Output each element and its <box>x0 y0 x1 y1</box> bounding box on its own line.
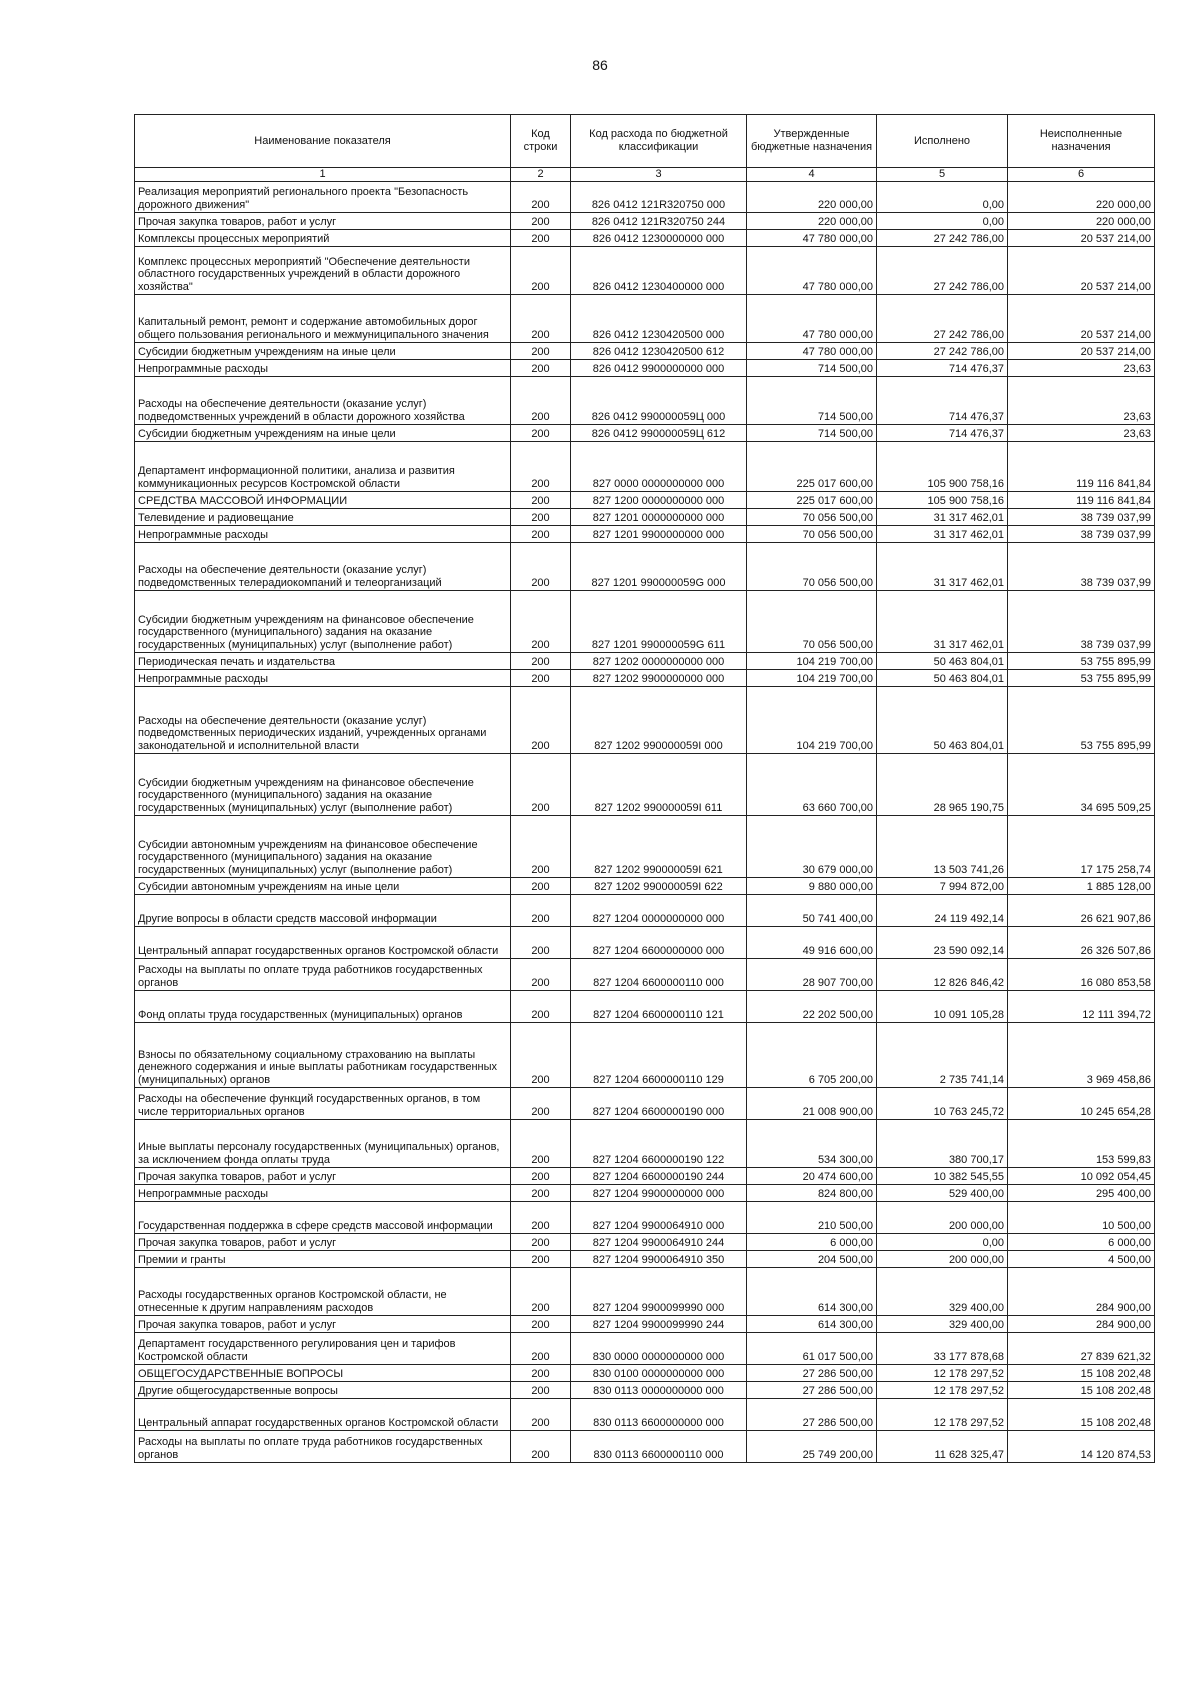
row-classification-code: 827 1204 6600000110 129 <box>571 1023 747 1088</box>
row-name: Прочая закупка товаров, работ и услуг <box>135 1168 511 1185</box>
row-approved-amount: 614 300,00 <box>747 1268 877 1316</box>
row-name: Другие общегосударственные вопросы <box>135 1382 511 1399</box>
row-approved-amount: 210 500,00 <box>747 1202 877 1234</box>
row-line-code: 200 <box>511 492 571 509</box>
row-name: Субсидии бюджетным учреждениям на финансовое обеспечение государственного (муниципального) задания на оказание государственных (муниципальных) услуг (выполнение работ) <box>135 754 511 816</box>
row-unexecuted-amount: 20 537 214,00 <box>1008 247 1155 295</box>
row-approved-amount: 21 008 900,00 <box>747 1088 877 1120</box>
row-name: Взносы по обязательному социальному страхованию на выплаты денежного содержания и иные выплаты работникам государственных (муниципальных) органов <box>135 1023 511 1088</box>
row-unexecuted-amount: 14 120 874,53 <box>1008 1431 1155 1463</box>
table-row <box>135 213 1155 230</box>
row-executed-amount: 380 700,17 <box>877 1120 1008 1168</box>
row-approved-amount: 61 017 500,00 <box>747 1333 877 1365</box>
row-executed-amount: 31 317 462,01 <box>877 509 1008 526</box>
table-row <box>135 1185 1155 1202</box>
row-unexecuted-amount: 16 080 853,58 <box>1008 959 1155 991</box>
row-name: Центральный аппарат государственных органов Костромской области <box>135 927 511 959</box>
row-classification-code: 827 1202 990000059I 611 <box>571 754 747 816</box>
row-unexecuted-amount: 12 111 394,72 <box>1008 991 1155 1023</box>
row-line-code: 200 <box>511 1365 571 1382</box>
header-executed: Исполнено <box>877 115 1008 168</box>
row-unexecuted-amount: 23,63 <box>1008 360 1155 377</box>
row-approved-amount: 27 286 500,00 <box>747 1382 877 1399</box>
header-name: Наименование показателя <box>135 115 511 168</box>
row-unexecuted-amount: 119 116 841,84 <box>1008 442 1155 492</box>
row-classification-code: 827 1201 990000059G 611 <box>571 591 747 653</box>
row-name: Непрограммные расходы <box>135 360 511 377</box>
row-name: Другие вопросы в области средств массовой информации <box>135 895 511 927</box>
row-unexecuted-amount: 23,63 <box>1008 425 1155 442</box>
row-name: Прочая закупка товаров, работ и услуг <box>135 213 511 230</box>
row-approved-amount: 49 916 600,00 <box>747 927 877 959</box>
row-executed-amount: 12 826 846,42 <box>877 959 1008 991</box>
row-line-code: 200 <box>511 1431 571 1463</box>
row-classification-code: 830 0113 6600000000 000 <box>571 1399 747 1431</box>
row-classification-code: 827 0000 0000000000 000 <box>571 442 747 492</box>
row-line-code: 200 <box>511 1023 571 1088</box>
row-classification-code: 827 1204 9900064910 244 <box>571 1234 747 1251</box>
row-unexecuted-amount: 284 900,00 <box>1008 1316 1155 1333</box>
row-classification-code: 827 1200 0000000000 000 <box>571 492 747 509</box>
row-line-code: 200 <box>511 1268 571 1316</box>
row-classification-code: 827 1202 990000059I 622 <box>571 878 747 895</box>
row-executed-amount: 10 763 245,72 <box>877 1088 1008 1120</box>
header-approved: Утвержденные бюджетные назначения <box>747 115 877 168</box>
row-executed-amount: 10 382 545,55 <box>877 1168 1008 1185</box>
row-line-code: 200 <box>511 360 571 377</box>
row-classification-code: 830 0113 0000000000 000 <box>571 1382 747 1399</box>
row-classification-code: 827 1204 6600000190 000 <box>571 1088 747 1120</box>
table-row <box>135 1251 1155 1268</box>
table-row <box>135 295 1155 343</box>
row-name: Фонд оплаты труда государственных (муниципальных) органов <box>135 991 511 1023</box>
row-classification-code: 827 1204 6600000000 000 <box>571 927 747 959</box>
row-classification-code: 830 0100 0000000000 000 <box>571 1365 747 1382</box>
row-unexecuted-amount: 284 900,00 <box>1008 1268 1155 1316</box>
table-row <box>135 1333 1155 1365</box>
row-classification-code: 826 0412 1230400000 000 <box>571 247 747 295</box>
row-unexecuted-amount: 38 739 037,99 <box>1008 591 1155 653</box>
row-name: Субсидии автономным учреждениям на иные цели <box>135 878 511 895</box>
column-number-row <box>135 168 1155 182</box>
row-unexecuted-amount: 17 175 258,74 <box>1008 816 1155 878</box>
row-unexecuted-amount: 34 695 509,25 <box>1008 754 1155 816</box>
row-executed-amount: 329 400,00 <box>877 1268 1008 1316</box>
row-classification-code: 826 0412 1230420500 612 <box>571 343 747 360</box>
row-executed-amount: 27 242 786,00 <box>877 295 1008 343</box>
table-row <box>135 247 1155 295</box>
row-executed-amount: 11 628 325,47 <box>877 1431 1008 1463</box>
row-unexecuted-amount: 4 500,00 <box>1008 1251 1155 1268</box>
row-approved-amount: 714 500,00 <box>747 425 877 442</box>
row-approved-amount: 47 780 000,00 <box>747 247 877 295</box>
row-line-code: 200 <box>511 1088 571 1120</box>
row-unexecuted-amount: 20 537 214,00 <box>1008 343 1155 360</box>
row-executed-amount: 329 400,00 <box>877 1316 1008 1333</box>
row-executed-amount: 714 476,37 <box>877 425 1008 442</box>
row-name: Расходы на обеспечение деятельности (оказание услуг) подведомственных учреждений в области дорожного хозяйства <box>135 377 511 425</box>
row-classification-code: 826 0412 990000059Ц 000 <box>571 377 747 425</box>
row-line-code: 200 <box>511 653 571 670</box>
row-unexecuted-amount: 53 755 895,99 <box>1008 653 1155 670</box>
row-name: СРЕДСТВА МАССОВОЙ ИНФОРМАЦИИ <box>135 492 511 509</box>
row-approved-amount: 6 000,00 <box>747 1234 877 1251</box>
row-approved-amount: 104 219 700,00 <box>747 687 877 754</box>
row-name: Капитальный ремонт, ремонт и содержание автомобильных дорог общего пользования регионального и межмуниципального значения <box>135 295 511 343</box>
row-name: Премии и гранты <box>135 1251 511 1268</box>
row-approved-amount: 25 749 200,00 <box>747 1431 877 1463</box>
row-name: Расходы на обеспечение деятельности (оказание услуг) подведомственных периодических изданий, учрежденных органами законодательной и исполнительной власти <box>135 687 511 754</box>
row-executed-amount: 50 463 804,01 <box>877 653 1008 670</box>
row-classification-code: 827 1202 990000059I 000 <box>571 687 747 754</box>
row-approved-amount: 28 907 700,00 <box>747 959 877 991</box>
row-name: Расходы на обеспечение деятельности (оказание услуг) подведомственных телерадиокомпаний и телеорганизаций <box>135 543 511 591</box>
table-row <box>135 991 1155 1023</box>
row-unexecuted-amount: 15 108 202,48 <box>1008 1382 1155 1399</box>
row-name: Непрограммные расходы <box>135 1185 511 1202</box>
row-classification-code: 827 1202 0000000000 000 <box>571 653 747 670</box>
row-executed-amount: 31 317 462,01 <box>877 543 1008 591</box>
row-approved-amount: 27 286 500,00 <box>747 1399 877 1431</box>
row-executed-amount: 31 317 462,01 <box>877 591 1008 653</box>
row-executed-amount: 2 735 741,14 <box>877 1023 1008 1088</box>
row-unexecuted-amount: 10 245 654,28 <box>1008 1088 1155 1120</box>
row-classification-code: 826 0412 1230420500 000 <box>571 295 747 343</box>
row-executed-amount: 200 000,00 <box>877 1202 1008 1234</box>
table-row <box>135 878 1155 895</box>
row-line-code: 200 <box>511 878 571 895</box>
row-classification-code: 827 1204 6600000110 121 <box>571 991 747 1023</box>
row-classification-code: 827 1204 9900099990 000 <box>571 1268 747 1316</box>
table-row <box>135 343 1155 360</box>
row-approved-amount: 47 780 000,00 <box>747 343 877 360</box>
row-name: Телевидение и радиовещание <box>135 509 511 526</box>
row-approved-amount: 104 219 700,00 <box>747 653 877 670</box>
row-unexecuted-amount: 15 108 202,48 <box>1008 1399 1155 1431</box>
header-classification: Код расхода по бюджетной классификации <box>571 115 747 168</box>
row-approved-amount: 70 056 500,00 <box>747 591 877 653</box>
table-row <box>135 670 1155 687</box>
table-row <box>135 1431 1155 1463</box>
column-number: 1 <box>135 168 511 182</box>
row-name: Периодическая печать и издательства <box>135 653 511 670</box>
row-name: Центральный аппарат государственных органов Костромской области <box>135 1399 511 1431</box>
row-approved-amount: 204 500,00 <box>747 1251 877 1268</box>
row-executed-amount: 27 242 786,00 <box>877 343 1008 360</box>
row-approved-amount: 6 705 200,00 <box>747 1023 877 1088</box>
row-executed-amount: 529 400,00 <box>877 1185 1008 1202</box>
row-approved-amount: 714 500,00 <box>747 377 877 425</box>
row-name: Расходы на обеспечение функций государственных органов, в том числе территориальных органов <box>135 1088 511 1120</box>
row-approved-amount: 70 056 500,00 <box>747 526 877 543</box>
row-executed-amount: 0,00 <box>877 1234 1008 1251</box>
row-line-code: 200 <box>511 687 571 754</box>
table-row <box>135 959 1155 991</box>
table-row <box>135 1120 1155 1168</box>
row-line-code: 200 <box>511 442 571 492</box>
table-row <box>135 816 1155 878</box>
row-classification-code: 827 1204 9900064910 350 <box>571 1251 747 1268</box>
row-classification-code: 827 1204 6600000190 122 <box>571 1120 747 1168</box>
row-executed-amount: 12 178 297,52 <box>877 1365 1008 1382</box>
column-number: 3 <box>571 168 747 182</box>
table-row <box>135 1234 1155 1251</box>
row-executed-amount: 7 994 872,00 <box>877 878 1008 895</box>
row-classification-code: 826 0412 1230000000 000 <box>571 230 747 247</box>
row-executed-amount: 33 177 878,68 <box>877 1333 1008 1365</box>
column-number: 4 <box>747 168 877 182</box>
row-line-code: 200 <box>511 213 571 230</box>
row-classification-code: 826 0412 9900000000 000 <box>571 360 747 377</box>
row-classification-code: 827 1204 6600000110 000 <box>571 959 747 991</box>
row-unexecuted-amount: 15 108 202,48 <box>1008 1365 1155 1382</box>
row-unexecuted-amount: 1 885 128,00 <box>1008 878 1155 895</box>
row-line-code: 200 <box>511 295 571 343</box>
row-approved-amount: 47 780 000,00 <box>747 295 877 343</box>
row-line-code: 200 <box>511 927 571 959</box>
row-classification-code: 827 1202 990000059I 621 <box>571 816 747 878</box>
row-line-code: 200 <box>511 754 571 816</box>
column-number: 2 <box>511 168 571 182</box>
row-executed-amount: 13 503 741,26 <box>877 816 1008 878</box>
row-approved-amount: 63 660 700,00 <box>747 754 877 816</box>
row-name: Расходы на выплаты по оплате труда работников государственных органов <box>135 1431 511 1463</box>
row-unexecuted-amount: 10 092 054,45 <box>1008 1168 1155 1185</box>
row-line-code: 200 <box>511 526 571 543</box>
row-line-code: 200 <box>511 1382 571 1399</box>
row-unexecuted-amount: 295 400,00 <box>1008 1185 1155 1202</box>
row-line-code: 200 <box>511 1234 571 1251</box>
row-approved-amount: 714 500,00 <box>747 360 877 377</box>
row-approved-amount: 824 800,00 <box>747 1185 877 1202</box>
row-line-code: 200 <box>511 1251 571 1268</box>
row-name: Субсидии бюджетным учреждениям на финансовое обеспечение государственного (муниципального) задания на оказание государственных (муниципальных) услуг (выполнение работ) <box>135 591 511 653</box>
row-name: Непрограммные расходы <box>135 670 511 687</box>
row-classification-code: 827 1202 9900000000 000 <box>571 670 747 687</box>
row-line-code: 200 <box>511 182 571 213</box>
row-approved-amount: 9 880 000,00 <box>747 878 877 895</box>
row-executed-amount: 0,00 <box>877 213 1008 230</box>
row-name: Комплексы процессных мероприятий <box>135 230 511 247</box>
row-approved-amount: 220 000,00 <box>747 182 877 213</box>
row-classification-code: 830 0000 0000000000 000 <box>571 1333 747 1365</box>
table-row <box>135 1268 1155 1316</box>
row-executed-amount: 23 590 092,14 <box>877 927 1008 959</box>
table-row <box>135 230 1155 247</box>
row-approved-amount: 70 056 500,00 <box>747 509 877 526</box>
row-line-code: 200 <box>511 230 571 247</box>
row-classification-code: 830 0113 6600000110 000 <box>571 1431 747 1463</box>
row-approved-amount: 104 219 700,00 <box>747 670 877 687</box>
row-executed-amount: 200 000,00 <box>877 1251 1008 1268</box>
table-row <box>135 1399 1155 1431</box>
table-header-row <box>135 115 1155 168</box>
table-row <box>135 591 1155 653</box>
table-row <box>135 360 1155 377</box>
row-classification-code: 827 1201 990000059G 000 <box>571 543 747 591</box>
row-name: Комплекс процессных мероприятий "Обеспечение деятельности областного государственных учреждений в области дорожного хозяйства" <box>135 247 511 295</box>
table-row <box>135 687 1155 754</box>
row-unexecuted-amount: 220 000,00 <box>1008 182 1155 213</box>
row-name: Субсидии автономным учреждениям на финансовое обеспечение государственного (муниципального) задания на оказание государственных (муниципальных) услуг (выполнение работ) <box>135 816 511 878</box>
row-executed-amount: 12 178 297,52 <box>877 1382 1008 1399</box>
table-row <box>135 442 1155 492</box>
table-body <box>135 182 1155 1463</box>
row-unexecuted-amount: 53 755 895,99 <box>1008 687 1155 754</box>
row-approved-amount: 30 679 000,00 <box>747 816 877 878</box>
column-number: 6 <box>1008 168 1155 182</box>
table-row <box>135 492 1155 509</box>
row-executed-amount: 27 242 786,00 <box>877 230 1008 247</box>
row-approved-amount: 22 202 500,00 <box>747 991 877 1023</box>
row-name: Департамент информационной политики, анализа и развития коммуникационных ресурсов Костромской области <box>135 442 511 492</box>
row-executed-amount: 105 900 758,16 <box>877 492 1008 509</box>
row-unexecuted-amount: 6 000,00 <box>1008 1234 1155 1251</box>
row-approved-amount: 534 300,00 <box>747 1120 877 1168</box>
row-classification-code: 826 0412 990000059Ц 612 <box>571 425 747 442</box>
row-line-code: 200 <box>511 343 571 360</box>
row-executed-amount: 28 965 190,75 <box>877 754 1008 816</box>
row-unexecuted-amount: 10 500,00 <box>1008 1202 1155 1234</box>
row-name: Расходы на выплаты по оплате труда работников государственных органов <box>135 959 511 991</box>
row-line-code: 200 <box>511 816 571 878</box>
row-line-code: 200 <box>511 670 571 687</box>
row-executed-amount: 27 242 786,00 <box>877 247 1008 295</box>
row-unexecuted-amount: 38 739 037,99 <box>1008 509 1155 526</box>
table-row <box>135 1316 1155 1333</box>
row-line-code: 200 <box>511 959 571 991</box>
row-line-code: 200 <box>511 509 571 526</box>
row-line-code: 200 <box>511 991 571 1023</box>
page-number: 86 <box>592 57 608 73</box>
table-row <box>135 526 1155 543</box>
row-classification-code: 827 1204 0000000000 000 <box>571 895 747 927</box>
row-name: Непрограммные расходы <box>135 526 511 543</box>
row-name: Иные выплаты персоналу государственных (муниципальных) органов, за исключением фонда оплаты труда <box>135 1120 511 1168</box>
row-executed-amount: 105 900 758,16 <box>877 442 1008 492</box>
row-unexecuted-amount: 26 326 507,86 <box>1008 927 1155 959</box>
row-line-code: 200 <box>511 1202 571 1234</box>
header-unexecuted: Неисполненные назначения <box>1008 115 1155 168</box>
row-unexecuted-amount: 220 000,00 <box>1008 213 1155 230</box>
column-number: 5 <box>877 168 1008 182</box>
row-unexecuted-amount: 153 599,83 <box>1008 1120 1155 1168</box>
row-classification-code: 827 1204 9900064910 000 <box>571 1202 747 1234</box>
table-row <box>135 927 1155 959</box>
row-approved-amount: 225 017 600,00 <box>747 442 877 492</box>
row-unexecuted-amount: 27 839 621,32 <box>1008 1333 1155 1365</box>
row-line-code: 200 <box>511 1120 571 1168</box>
row-executed-amount: 31 317 462,01 <box>877 526 1008 543</box>
row-classification-code: 827 1201 0000000000 000 <box>571 509 747 526</box>
budget-execution-table <box>134 114 1155 1463</box>
table-row <box>135 377 1155 425</box>
table-row <box>135 1088 1155 1120</box>
row-name: Расходы государственных органов Костромской области, не отнесенные к другим направлениям расходов <box>135 1268 511 1316</box>
table-row <box>135 182 1155 213</box>
row-line-code: 200 <box>511 1316 571 1333</box>
row-executed-amount: 50 463 804,01 <box>877 670 1008 687</box>
row-executed-amount: 12 178 297,52 <box>877 1399 1008 1431</box>
row-name: Субсидии бюджетным учреждениям на иные цели <box>135 343 511 360</box>
row-line-code: 200 <box>511 543 571 591</box>
row-classification-code: 826 0412 121R320750 000 <box>571 182 747 213</box>
row-executed-amount: 714 476,37 <box>877 360 1008 377</box>
row-name: Прочая закупка товаров, работ и услуг <box>135 1234 511 1251</box>
row-line-code: 200 <box>511 247 571 295</box>
row-executed-amount: 10 091 105,28 <box>877 991 1008 1023</box>
row-line-code: 200 <box>511 895 571 927</box>
row-unexecuted-amount: 38 739 037,99 <box>1008 543 1155 591</box>
table-row <box>135 1365 1155 1382</box>
row-name: Субсидии бюджетным учреждениям на иные цели <box>135 425 511 442</box>
table-row <box>135 754 1155 816</box>
row-approved-amount: 220 000,00 <box>747 213 877 230</box>
row-unexecuted-amount: 20 537 214,00 <box>1008 230 1155 247</box>
row-unexecuted-amount: 3 969 458,86 <box>1008 1023 1155 1088</box>
row-classification-code: 827 1204 9900000000 000 <box>571 1185 747 1202</box>
row-name: Департамент государственного регулирования цен и тарифов Костромской области <box>135 1333 511 1365</box>
table-row <box>135 543 1155 591</box>
row-unexecuted-amount: 23,63 <box>1008 377 1155 425</box>
table-row <box>135 1168 1155 1185</box>
row-classification-code: 827 1204 6600000190 244 <box>571 1168 747 1185</box>
row-executed-amount: 0,00 <box>877 182 1008 213</box>
row-unexecuted-amount: 26 621 907,86 <box>1008 895 1155 927</box>
row-line-code: 200 <box>511 377 571 425</box>
row-unexecuted-amount: 38 739 037,99 <box>1008 526 1155 543</box>
table-row <box>135 1202 1155 1234</box>
row-name: Государственная поддержка в сфере средств массовой информации <box>135 1202 511 1234</box>
row-line-code: 200 <box>511 1185 571 1202</box>
table-row <box>135 1023 1155 1088</box>
table-row <box>135 509 1155 526</box>
row-executed-amount: 24 119 492,14 <box>877 895 1008 927</box>
row-approved-amount: 225 017 600,00 <box>747 492 877 509</box>
row-classification-code: 826 0412 121R320750 244 <box>571 213 747 230</box>
row-executed-amount: 50 463 804,01 <box>877 687 1008 754</box>
table-row <box>135 895 1155 927</box>
row-line-code: 200 <box>511 1168 571 1185</box>
row-line-code: 200 <box>511 591 571 653</box>
header-code: Код строки <box>511 115 571 168</box>
row-classification-code: 827 1201 9900000000 000 <box>571 526 747 543</box>
row-approved-amount: 27 286 500,00 <box>747 1365 877 1382</box>
table-row <box>135 425 1155 442</box>
row-approved-amount: 20 474 600,00 <box>747 1168 877 1185</box>
row-approved-amount: 47 780 000,00 <box>747 230 877 247</box>
row-unexecuted-amount: 53 755 895,99 <box>1008 670 1155 687</box>
row-name: Реализация мероприятий регионального проекта "Безопасность дорожного движения" <box>135 182 511 213</box>
row-name: Прочая закупка товаров, работ и услуг <box>135 1316 511 1333</box>
row-line-code: 200 <box>511 425 571 442</box>
row-executed-amount: 714 476,37 <box>877 377 1008 425</box>
table-row <box>135 653 1155 670</box>
row-unexecuted-amount: 119 116 841,84 <box>1008 492 1155 509</box>
row-line-code: 200 <box>511 1399 571 1431</box>
row-unexecuted-amount: 20 537 214,00 <box>1008 295 1155 343</box>
row-name: ОБЩЕГОСУДАРСТВЕННЫЕ ВОПРОСЫ <box>135 1365 511 1382</box>
table-row <box>135 1382 1155 1399</box>
row-approved-amount: 70 056 500,00 <box>747 543 877 591</box>
row-line-code: 200 <box>511 1333 571 1365</box>
row-approved-amount: 614 300,00 <box>747 1316 877 1333</box>
row-approved-amount: 50 741 400,00 <box>747 895 877 927</box>
row-classification-code: 827 1204 9900099990 244 <box>571 1316 747 1333</box>
